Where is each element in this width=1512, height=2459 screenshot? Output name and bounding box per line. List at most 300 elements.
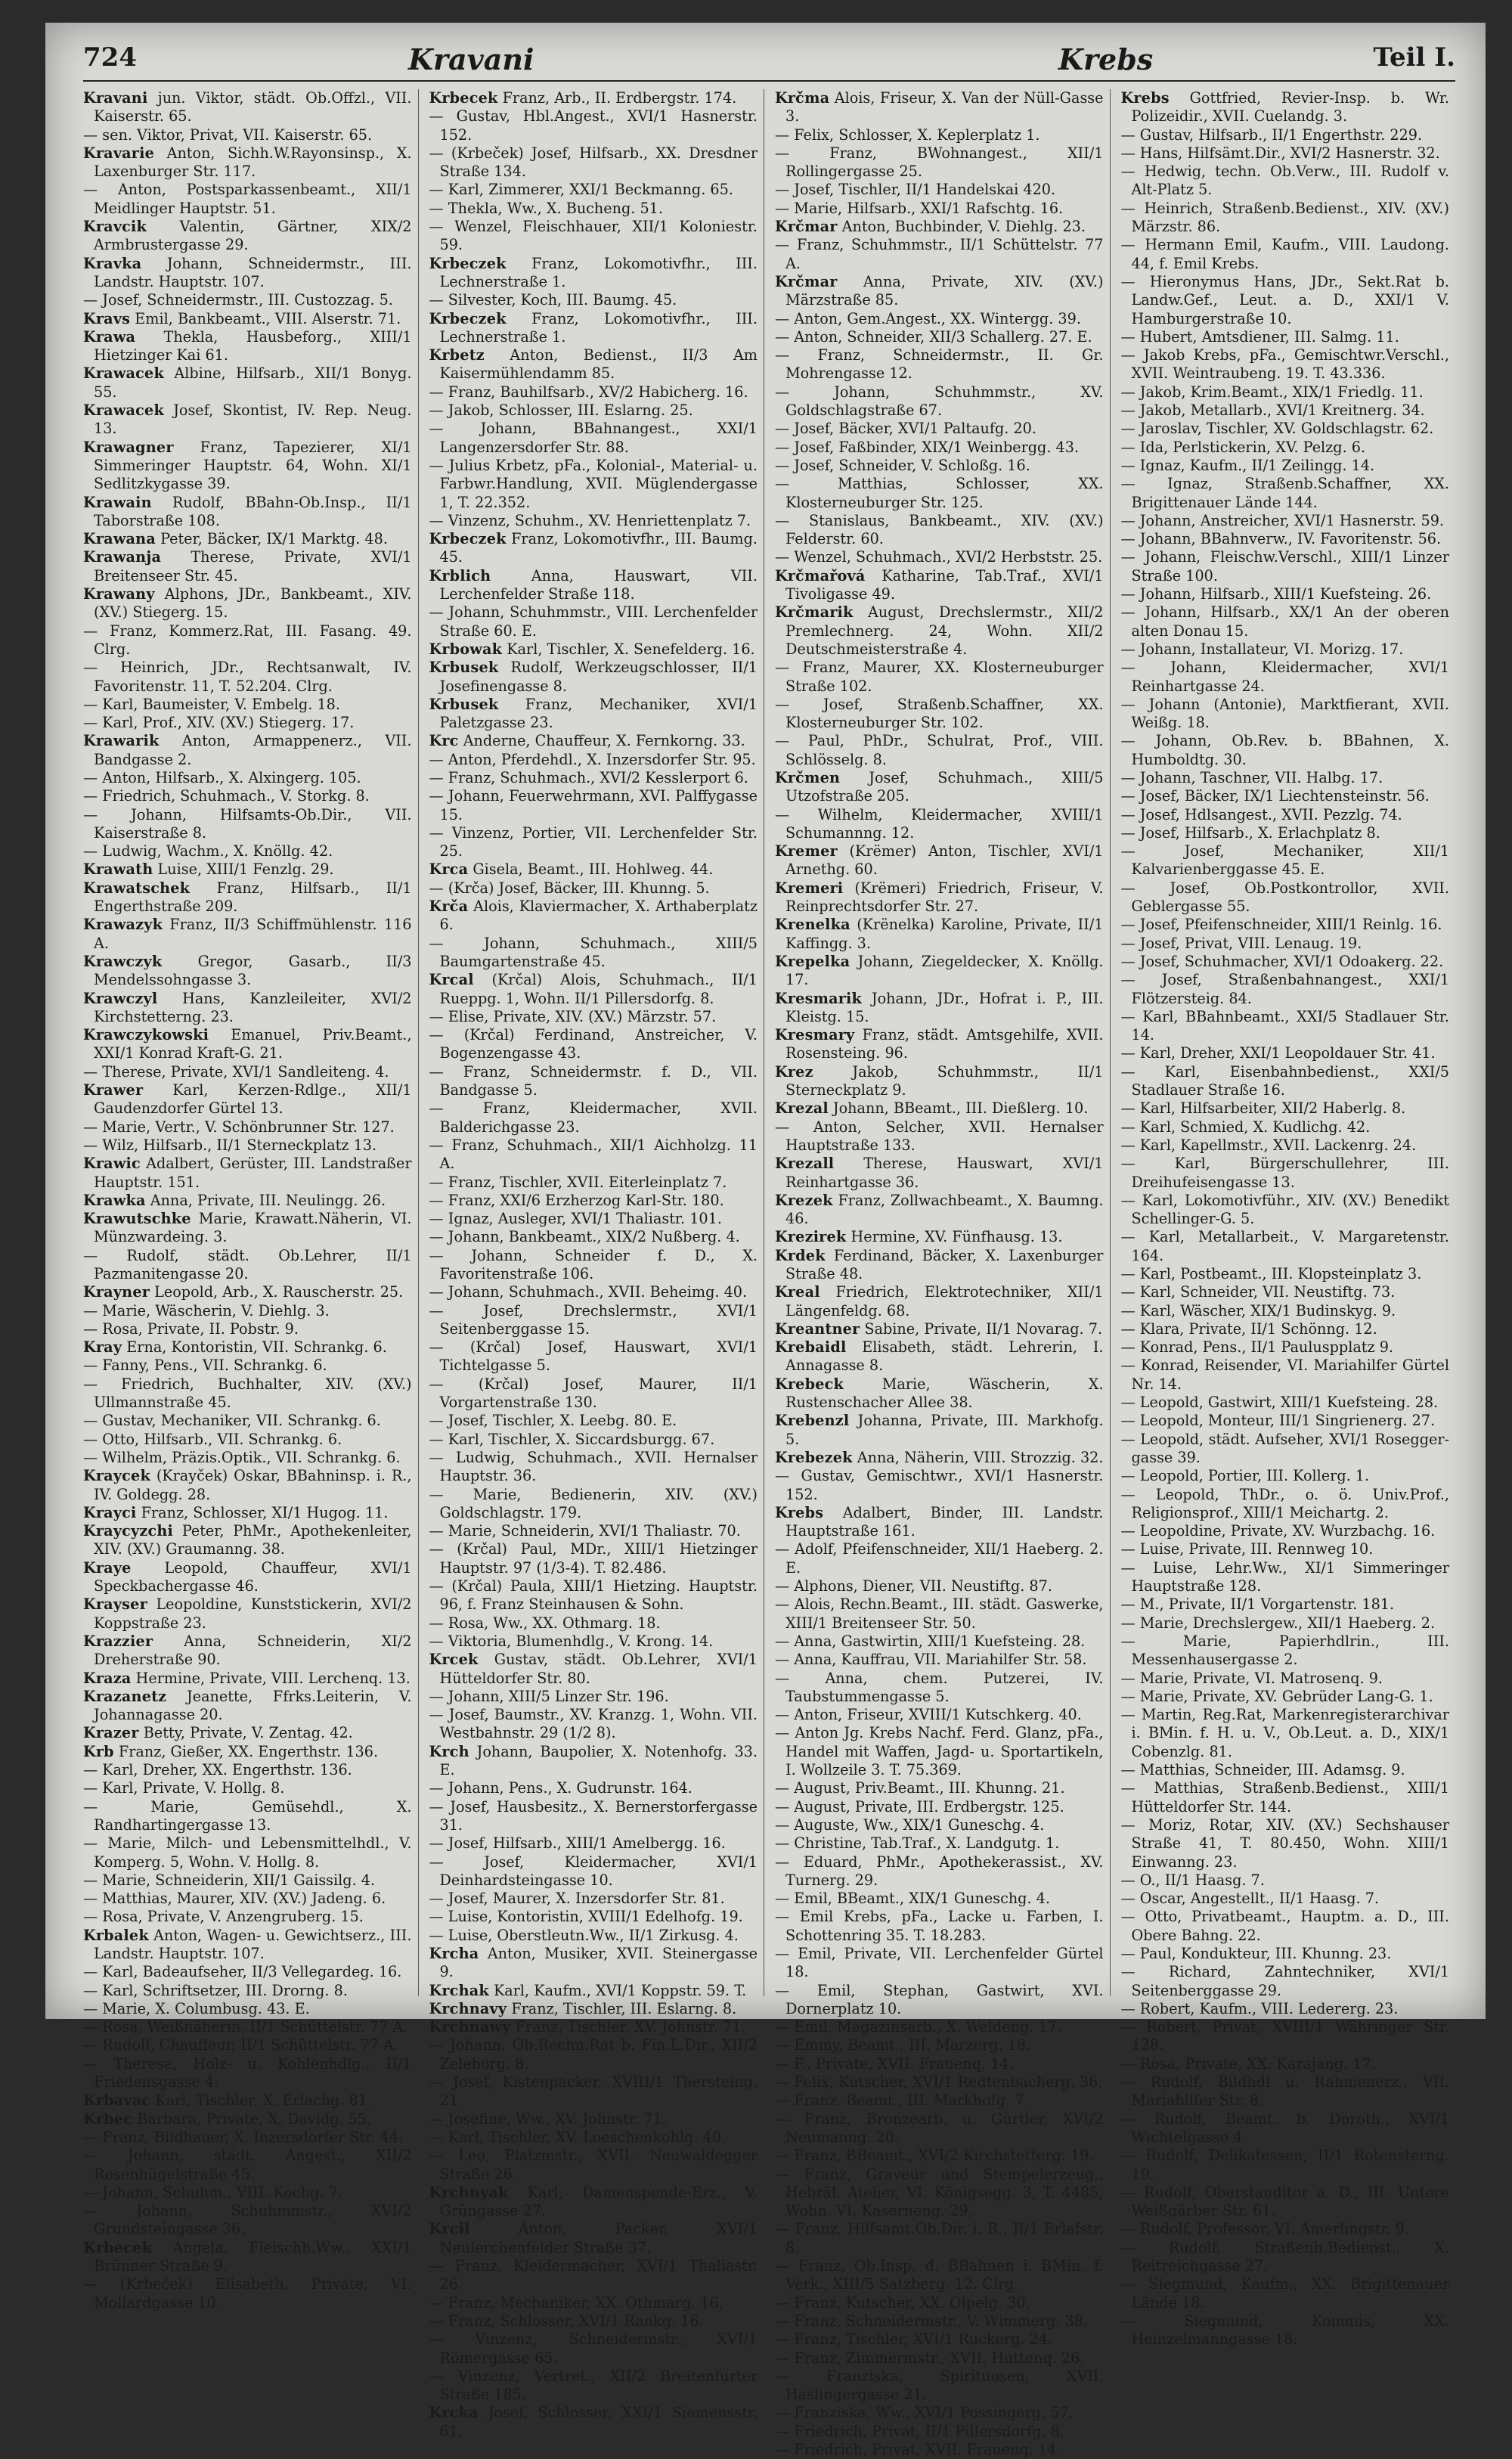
entry-details: — Julius Krbetz, pFa., Kolonial-, Material- u. Farbwr.Handlung, XVII. Müglendergasse 1, T. 22.352. [429,456,758,511]
entry-details: — Karl, Hilfsarbeiter, XII/2 Haberlg. 8. [1120,1099,1406,1118]
directory-entry [775,181,1104,199]
entry-surname: Krawer [83,1081,144,1099]
entry-details: — Marie, Milch- und Lebensmittelhdl., V. Komperg. 5, Wohn. V. Hollg. 8. [83,1834,412,1871]
directory-entry [1121,1008,1450,1045]
entry-details: — Johann, Schuhm., VIII. Kochg. 7. [83,2183,342,2201]
entry-details: — (Krčal) Josef, Hauswart, XVI/1 Tichtelgasse 5. [429,1338,758,1375]
part-label: Teil I. [1373,42,1455,73]
entry-details: — Anna, Kauffrau, VII. Mariahilfer Str. 58. [775,1651,1087,1669]
directory-entry [775,1595,1104,1633]
entry-details: Barbara, Private, X. Davidg. 55. [137,2110,372,2128]
entry-details: — Franz, Bronzearb. u. Gürtler, XVI/2 Neumanng. 20. [775,2110,1104,2146]
directory-entry [775,2330,1104,2349]
directory-entry [1121,346,1450,383]
directory-entry [429,1614,758,1633]
directory-entry [775,1834,1104,1853]
directory-entry [775,2312,1104,2330]
entry-details: — Franz, Schlosser, XVI/1 Rankg. 16. [429,2312,704,2330]
directory-entry [429,2018,758,2036]
entry-details: Franz, Arb., II. Erdbergstr. 174. [502,89,737,107]
entry-details: — Josef, Hausbesitz., X. Bernerstorfergasse 31. [429,1797,758,1834]
directory-entry [83,1504,412,1522]
entry-surname: Kraycyzchi [83,1522,174,1540]
entry-surname: Krawczyk [83,952,163,970]
directory-entry [775,1724,1104,1779]
directory-entry [83,1761,412,1779]
directory-entry [429,2036,758,2073]
directory-entry [83,310,412,328]
entry-details: — Matthias, Straßenb.Bedienst., XIII/1 Hütteldorfer Str. 144. [1120,1779,1449,1816]
entry-surname: Krch [429,1742,469,1760]
directory-entry [775,2368,1104,2405]
directory-entry [1121,935,1450,953]
entry-details: — Ignaz, Ausleger, XVI/1 Thaliastr. 101. [429,1210,722,1228]
directory-entry [1121,879,1450,916]
directory-entry [1121,1283,1450,1301]
directory-entry [429,1412,758,1430]
entry-details: — Franziska, Ww., XVI/1 Possingerg. 57. [775,2404,1074,2422]
entry-details: Adalbert, Binder, III. Landstr. Hauptstraße 161. [785,1503,1104,1540]
entry-details: Anton, Packer, XVI/1 Neulerchenfelder Straße 37. [439,2220,758,2256]
directory-entry [429,200,758,218]
entry-details: — Anton, Postsparkassenbeamt., XII/1 Meidlinger Hauptstr. 51. [83,181,412,217]
entry-details: — Johann, Hilfsarb., XIII/1 Kuefsteing. 26. [1120,585,1432,603]
entry-surname: Kremeri [775,879,844,897]
directory-entry [83,860,412,879]
directory-entry [1121,1540,1450,1558]
entry-details: — Therese, Holz- u. Kohlenhdlg., II/1 Friedensgasse 4. [83,2054,412,2092]
directory-entry [775,328,1104,346]
entry-details: Karl, Tischler, X. Senefelderg. 16. [507,640,755,658]
entry-details: — Friedrich, Privat, XVII. Frauenq. 14. [775,2441,1061,2458]
entry-surname: Kresmarik [775,989,863,1007]
entry-details: — Franz, Schuhmach., XII/1 Aichholzg. 11 A. [429,1136,758,1173]
directory-entry [83,1559,412,1596]
entry-surname: Krawacek [83,402,164,420]
entry-details: — Johann, Hilfsamts-Ob.Dir., VII. Kaiserstraße 8. [83,805,412,842]
entry-surname: Krazzier [83,1632,153,1650]
directory-entry [83,990,412,1027]
entry-details: — Leopold, ThDr., o. ö. Univ.Prof., Religionsprof., XIII/1 Meichartg. 2. [1120,1485,1449,1521]
entry-details: Therese, Hauswart, XVI/1 Reinhartgasse 36. [785,1155,1104,1191]
directory-entry [83,1743,412,1761]
column-2 [429,89,765,2440]
entry-details: Leopold, Arb., X. Rauscherstr. 25. [154,1283,404,1301]
directory-entry [83,1247,412,1284]
entry-details: — Josef, Bäcker, IX/1 Liechtensteinstr. 56. [1120,787,1430,805]
entry-details: — Karl, Kapellmstr., XVII. Lackenrg. 24. [1120,1136,1417,1154]
entry-details: — Felix, Schlosser, X. Keplerplatz 1. [775,126,1040,144]
entry-surname: Krcka [429,2404,479,2422]
entry-surname: Kravani [83,89,148,107]
entry-surname: Krebezek [775,1448,853,1466]
directory-entry [775,879,1104,916]
entry-details: Karl, Kerzen-Rdlge., XII/1 Gaudenzdorfer Gürtel 13. [94,1081,412,1118]
entry-details: Anton, Sichh.W.Rayonsinsp., X. Laxenburger Str. 117. [94,144,412,181]
entry-details: Alphons, JDr., Bankbeamt., XIV. (XV.) Stiegerg. 15. [94,585,412,622]
entry-details: — Rudolf, Beamt. b. Doroth., XVI/1 Wichtelgasse 4. [1120,2110,1449,2146]
entry-surname: Krbusek [429,695,499,713]
entry-details: Gregor, Gasarb., II/3 Mendelssohngasse 3. [94,952,412,989]
entry-details: — Hedwig, techn. Ob.Verw., III. Rudolf v. Alt-Platz 5. [1120,163,1449,199]
entry-details: — Karl, Schneider, VII. Neustiftg. 73. [1120,1283,1396,1301]
entry-details: — Johann, Schuhmmstr., VIII. Lerchenfelder Straße 60. E. [429,603,758,640]
directory-entry [83,1375,412,1412]
entry-surname: Krawarik [83,732,160,750]
entry-details: Valentin, Gärtner, XIX/2 Armbrustergasse 29. [94,218,412,254]
directory-entry [429,2000,758,2018]
directory-entry [429,1302,758,1339]
entry-details: — Marie, Hilfsarb., XXI/1 Rafschtg. 16. [775,199,1064,217]
entry-details: — Wenzel, Schuhmach., XVI/2 Herbststr. 25. [775,548,1103,566]
entry-details: Johann, Schneidermstr., III. Landstr. Hauptstr. 107. [94,254,412,290]
directory-entry [83,1081,412,1118]
entry-details: — Johann, Hilfsarb., XX/1 An der oberen alten Donau 15. [1120,603,1449,640]
entry-details: — Fanny, Pens., VII. Schrankg. 6. [83,1357,327,1375]
entry-details: — Alois, Rechn.Beamt., III. städt. Gaswerke, XIII/1 Breitenseer Str. 50. [775,1595,1104,1632]
entry-details: — Luise, Private, III. Rennweg 10. [1120,1540,1374,1558]
directory-entry [83,585,412,622]
directory-entry [1121,1155,1450,1192]
directory-entry [429,1375,758,1412]
entry-details: Karl, Damenspende-Erz., V. Grüngasse 27. [439,2183,758,2220]
directory-entry [775,1670,1104,1707]
directory-entry [1121,2147,1450,2184]
directory-entry [1121,2239,1450,2276]
entry-details: Therese, Private, XVI/1 Breitenseer Str. 45. [94,548,412,585]
entry-details: — Josef, Bäcker, XVI/1 Paltaufg. 20. [775,420,1036,438]
entry-surname: Krawutschke [83,1210,191,1228]
directory-entry [83,89,412,126]
entry-details: Rudolf, Werkzeugschlosser, II/1 Josefinengasse 8. [439,659,758,695]
directory-entry [775,1982,1104,2019]
directory-entry [429,2147,758,2184]
entry-surname: Kreantner [775,1319,860,1338]
entry-details: — Josef, Privat, VIII. Lenaug. 19. [1120,934,1362,952]
directory-entry [429,1908,758,1926]
entry-details: Marie, Wäscherin, X. Rustenschacher Allee 38. [785,1375,1104,1412]
entry-details: (Krayček) Oskar, BBahninsp. i. R., IV. Goldegg. 28. [94,1467,412,1503]
entry-details: — Leopoldine, Private, XV. Wurzbachg. 16. [1120,1522,1436,1540]
entry-details: — Karl, Private, V. Hollg. 8. [83,1779,285,1797]
directory-entry [775,2110,1104,2147]
entry-details: — Otto, Privatbeamt., Hauptm. a. D., III. Obere Bahng. 22. [1120,1908,1449,1944]
directory-entry [775,2404,1104,2422]
entry-details: Anton, Wagen- u. Gewichtserz., III. Landstr. Hauptstr. 107. [94,1926,412,1962]
entry-details: — Felix, Kutscher, XVI/1 Redtenbacherg. 36. [775,2073,1103,2092]
directory-entry [1121,1431,1450,1468]
directory-entry [429,383,758,402]
entry-details: — Franz, Beamt., III. Markhofg. 7. [775,2092,1029,2110]
entry-details: — Konrad, Reisender, VI. Mariahilfer Gürtel Nr. 14. [1120,1357,1449,1393]
entry-details: August, Drechslermstr., XII/2 Premlechnerg. 24, Wohn. XII/2 Deutschmeisterstraße 4. [785,603,1104,658]
directory-entry [1121,2000,1450,2018]
directory-entry [83,1908,412,1926]
entry-surname: Krcek [429,1651,479,1669]
directory-entry [83,2092,412,2110]
entry-details: Franz, II/3 Schiffmühlenstr. 116 A. [94,916,412,952]
directory-entry [429,1099,758,1136]
entry-surname: Krezall [775,1155,835,1173]
entry-details: — Josef, Schneidermstr., III. Custozzag. 5. [83,291,393,309]
directory-entry [1121,732,1450,769]
entry-details: Franz, Lokomotivfhr., III. Lechnerstraße 1. [439,309,758,346]
directory-entry [429,1026,758,1063]
entry-details: — Stanislaus, Bankbeamt., XIV. (XV.) Felderstr. 60. [775,511,1104,548]
entry-surname: Krblich [429,566,491,585]
entry-details: — Karl, BBahnbeamt., XXI/5 Stadlauer Str. 14. [1120,1007,1449,1044]
directory-entry [429,659,758,696]
directory-entry [1121,916,1450,934]
entry-details: — Franz, Hilfsamt.Ob.Dir. i. R., II/1 Erlafstr. 8. [775,2220,1104,2256]
directory-entry [83,2202,412,2239]
directory-entry [83,181,412,218]
entry-details: — Anton Jg. Krebs Nachf. Ferd. Glanz, pFa., Handel mit Waffen, Jagd- u. Sportartikeln, I. Wollzeile 3. T. 75.369. [775,1724,1104,1779]
entry-details: — Matthias, Maurer, XIV. (XV.) Jadeng. 6. [83,1890,386,1908]
entry-details: — Anton, Selcher, XVII. Hernalser Hauptstraße 133. [775,1118,1104,1154]
entry-details: Franz, Lokomotivfhr., III. Baumg. 45. [439,530,758,566]
directory-entry [775,1651,1104,1669]
entry-surname: Krčmen [775,768,841,786]
directory-entry [1121,1761,1450,1779]
entry-details: — Hieronymus Hans, JDr., Sekt.Rat b. Landw.Gef., Leut. a. D., XXI/1 V. Hamburgerstraße 10. [1120,272,1449,327]
directory-entry [429,2404,758,2441]
entry-columns [83,89,1455,2458]
entry-details: — Friedrich, Schuhmach., V. Storkg. 8. [83,787,370,805]
entry-details: — Jaroslav, Tischler, XV. Goldschlagstr. 62. [1120,420,1434,438]
entry-details: — Ludwig, Schuhmach., XVII. Hernalser Hauptstr. 36. [429,1448,758,1485]
entry-surname: Krčmarik [775,603,854,622]
directory-entry [775,2166,1104,2221]
directory-entry [1121,1357,1450,1394]
entry-details: Alois, Friseur, X. Van der Nüll-Gasse 3. [785,89,1104,126]
directory-entry [775,346,1104,383]
directory-entry [429,1174,758,1192]
directory-entry [1121,1688,1450,1706]
directory-entry [1121,402,1450,420]
entry-surname: Krebs [775,1503,824,1521]
entry-details: Jakob, Schuhmmstr., II/1 Sterneckplatz 9. [785,1062,1104,1099]
entry-details: — Karl, Postbeamt., III. Klopsteinplatz 3. [1120,1265,1422,1282]
entry-details: — Johann, Taschner, VII. Halbg. 17. [1120,768,1383,786]
directory-entry [429,1633,758,1651]
directory-entry [83,530,412,548]
directory-entry [83,1338,412,1357]
directory-entry [429,1540,758,1577]
entry-details: — Hans, Hilfsämt.Dir., XVI/2 Hasnerstr. 32. [1120,144,1440,162]
entry-details: Franz, Lokomotivfhr., III. Lechnerstraße 1. [439,254,758,290]
directory-entry [1121,512,1450,530]
entry-details: — Anton, Schneider, XII/3 Schallerg. 27. E. [775,327,1092,346]
directory-entry [83,2129,412,2147]
directory-entry [83,2147,412,2184]
entry-details: — Johann, Ob.Rev. b. BBahnen, X. Humboldtg. 30. [1120,732,1449,768]
directory-entry [775,1338,1104,1375]
directory-entry [83,1136,412,1155]
first-keyword: Kravani [408,42,534,76]
entry-details: — Rudolf, Professor, VI. Amerlingstr. 9. [1120,2220,1410,2238]
entry-details: — Jakob Krebs, pFa., Gemischtwr.Verschl., XVII. Weintraubeng. 19. T. 43.336. [1120,346,1449,383]
directory-entry [429,2220,758,2257]
directory-entry [429,1338,758,1375]
entry-surname: Krbecek [429,89,498,107]
entry-surname: Krča [429,898,469,916]
entry-surname: Krčmar [775,218,838,236]
entry-details: — Rosa, Private, V. Anzengruberg. 15. [83,1908,364,1926]
entry-details: — Josef, Schneider, V. Schloßg. 16. [775,456,1030,474]
entry-details: — Vinzenz, Portier, VII. Lerchenfelder Str. 25. [429,823,758,860]
directory-entry [429,1577,758,1614]
directory-entry [1121,2275,1450,2312]
entry-details: — Karl, Dreher, XXI/1 Leopoldauer Str. 41. [1120,1044,1436,1062]
directory-entry [83,1890,412,1908]
entry-details: — Franziska, Spirituosen, XVII. Haslingergasse 21. [775,2367,1104,2404]
directory-entry [429,144,758,181]
directory-entry [775,218,1104,236]
directory-entry [83,1982,412,2000]
entry-details: — Ignaz, Straßenb.Schaffner, XX. Brigittenauer Lände 144. [1120,475,1449,511]
directory-entry [775,953,1104,990]
directory-entry [1121,971,1450,1008]
directory-entry [1121,200,1450,237]
directory-entry [429,2110,758,2129]
entry-details: Anna, Hauswart, VII. Lerchenfelder Straße 118. [439,566,758,603]
entry-details: — Johann, Kleidermacher, XVI/1 Reinhartgasse 24. [1120,659,1449,695]
entry-surname: Kreal [775,1283,820,1301]
entry-details: — Leopold, Portier, III. Kollerg. 1. [1120,1467,1370,1485]
entry-details: Leopoldine, Kunststickerin, XVI/2 Koppstraße 23. [94,1595,412,1632]
entry-details: — Josef, Baumstr., XV. Kranzg. 1, Wohn. VII. Westbahnstr. 29 (1/2 8). [429,1706,758,1742]
directory-entry [775,2349,1104,2368]
entry-details: — Marie, Vertr., V. Schönbrunner Str. 127. [83,1118,395,1136]
directory-entry [429,512,758,530]
directory-entry [1121,1118,1450,1136]
directory-entry [1121,420,1450,438]
directory-entry [775,1320,1104,1338]
entry-details: — Franz, Kleidermacher, XVI/1 Thaliastr. 26. [429,2257,758,2293]
directory-entry [1121,603,1450,640]
entry-details: — Auguste, Ww., XIX/1 Guneschg. 4. [775,1816,1045,1834]
entry-details: — Rosa, Weißnäherin, II/1 Schüttelstr. 77 A. [83,2018,408,2036]
directory-entry [1121,1136,1450,1155]
directory-entry [1121,1706,1450,1761]
directory-entry [775,548,1104,566]
entry-surname: Krebs [1120,89,1170,107]
entry-surname: Kraye [83,1558,132,1577]
directory-entry [1121,457,1450,475]
directory-entry [1121,2220,1450,2238]
entry-details: — Josef, Hilfsarb., XIII/1 Amelbergg. 16. [429,1834,726,1853]
entry-details: — Robert, Kaufm., VIII. Ledererg. 23. [1120,1999,1399,2017]
directory-entry [775,457,1104,475]
entry-surname: Krayci [83,1503,137,1521]
entry-details: — Rosa, Private, XX. Karajang. 17. [1120,2054,1376,2073]
entry-details: — Franz, Zimmermstr., XVII. Huttenq. 26. [775,2349,1085,2367]
entry-details: Josef, Schlosser, XXI/1 Siemensstr. 61. [439,2404,758,2440]
directory-entry [775,2147,1104,2165]
directory-entry [775,2092,1104,2110]
directory-entry [83,1467,412,1504]
directory-entry [83,1595,412,1633]
entry-details: — Paul, Kondukteur, III. Khunng. 23. [1120,1944,1392,1962]
directory-entry [429,1063,758,1100]
entry-surname: Krawath [83,860,153,879]
entry-details: — Wilhelm, Kleidermacher, XVIII/1 Schumannng. 12. [775,805,1104,842]
entry-details: — Josef, Straßenbahnangest., XXI/1 Flötzersteig. 84. [1120,971,1449,1007]
entry-details: Anton, Musiker, XVII. Steinergasse 9. [439,1944,758,1981]
directory-entry [429,218,758,255]
entry-details: — Josef, Tischler, II/1 Handelskai 420. [775,181,1056,199]
entry-details: — Josef, Kleidermacher, XVI/1 Deinhardsteingasse 10. [429,1853,758,1889]
directory-entry [1121,89,1450,126]
entry-details: — Wilz, Hilfsarb., II/1 Sterneckplatz 13. [83,1136,377,1154]
entry-details: Karl, Kaufm., XVI/1 Koppstr. 59. T. [493,1981,747,1999]
directory-entry [83,1357,412,1375]
directory-entry [83,1431,412,1449]
entry-details: — Johann, Ob.Rechn.Rat b. Fin.L.Dir., XII/2 Zeleborg. 8. [429,2036,758,2073]
entry-details: — Emil, Private, VII. Lerchenfelder Gürtel 18. [775,1944,1104,1981]
directory-entry [429,530,758,567]
directory-entry [429,1927,758,1945]
entry-surname: Krawany [83,585,155,603]
entry-details: — (Krbeček) Elisabeth, Private, VI. Mollardgasse 10. [83,2275,412,2312]
directory-entry [429,1431,758,1449]
directory-entry [1121,2110,1450,2147]
directory-entry [429,567,758,604]
directory-entry [429,310,758,347]
directory-entry [1121,696,1450,733]
directory-entry [83,402,412,439]
entry-details: — Karl, Tischler, X. Siccardsburgg. 67. [429,1430,715,1448]
entry-details: — Emil Krebs, pFa., Lacke u. Farben, I. Schottenring 35. T. 18.283. [775,1908,1104,1944]
entry-details: — (Krčal) Josef, Maurer, II/1 Vorgartenstraße 130. [429,1375,758,1412]
entry-details: — Franz, BBeamt., XVI/2 Kirchstetterg. 19. [775,2147,1094,2165]
directory-entry [775,439,1104,457]
directory-entry [1121,548,1450,585]
entry-surname: Krayner [83,1283,150,1301]
entry-details: Johann, Ziegeldecker, X. Knöllg. 17. [785,952,1104,989]
entry-details: — Franz, Graveur und Stempelerzeug., Hebräl. Atelier, VI. Königsegg. 3, T. 4485, Wohn. VI. Kaserneng. 29. [775,2165,1104,2220]
entry-surname: Krezal [775,1099,829,1118]
directory-entry [429,860,758,879]
directory-entry [83,1118,412,1136]
directory-entry [1121,1486,1450,1523]
entry-details: — Adolf, Pfeifenschneider, XII/1 Haeberg. 2. E. [775,1540,1104,1577]
entry-details: Johann, BBeamt., III. Dießlerg. 10. [832,1099,1089,1118]
directory-entry [1121,1816,1450,1871]
directory-entry [1121,1670,1450,1688]
directory-entry [83,2036,412,2054]
directory-entry [429,181,758,199]
directory-entry [429,1798,758,1835]
directory-entry [1121,236,1450,273]
directory-entry [775,1779,1104,1797]
entry-details: — Marie, Private, VI. Matrosenq. 9. [1120,1669,1383,1687]
entry-surname: Krcha [429,1944,479,1962]
entry-surname: Kresmary [775,1026,855,1044]
directory-entry [775,200,1104,218]
directory-page [45,23,1486,2458]
directory-entry [83,1283,412,1301]
entry-details: — Marie, X. Columbusg. 43. E. [83,1999,310,2017]
directory-entry [429,769,758,787]
entry-details: Gustav, städt. Ob.Lehrer, XVI/1 Hütteldorfer Str. 80. [439,1651,758,1687]
entry-details: — Richard, Zahntechniker, XVI/1 Seitenberggasse 29. [1120,1963,1449,1999]
entry-details: — Franz, XXI/6 Erzherzog Karl-Str. 180. [429,1191,724,1209]
entry-details: — Ida, Perlstickerin, XV. Pelzg. 6. [1120,438,1366,456]
directory-entry [1121,585,1450,603]
directory-entry [775,990,1104,1027]
